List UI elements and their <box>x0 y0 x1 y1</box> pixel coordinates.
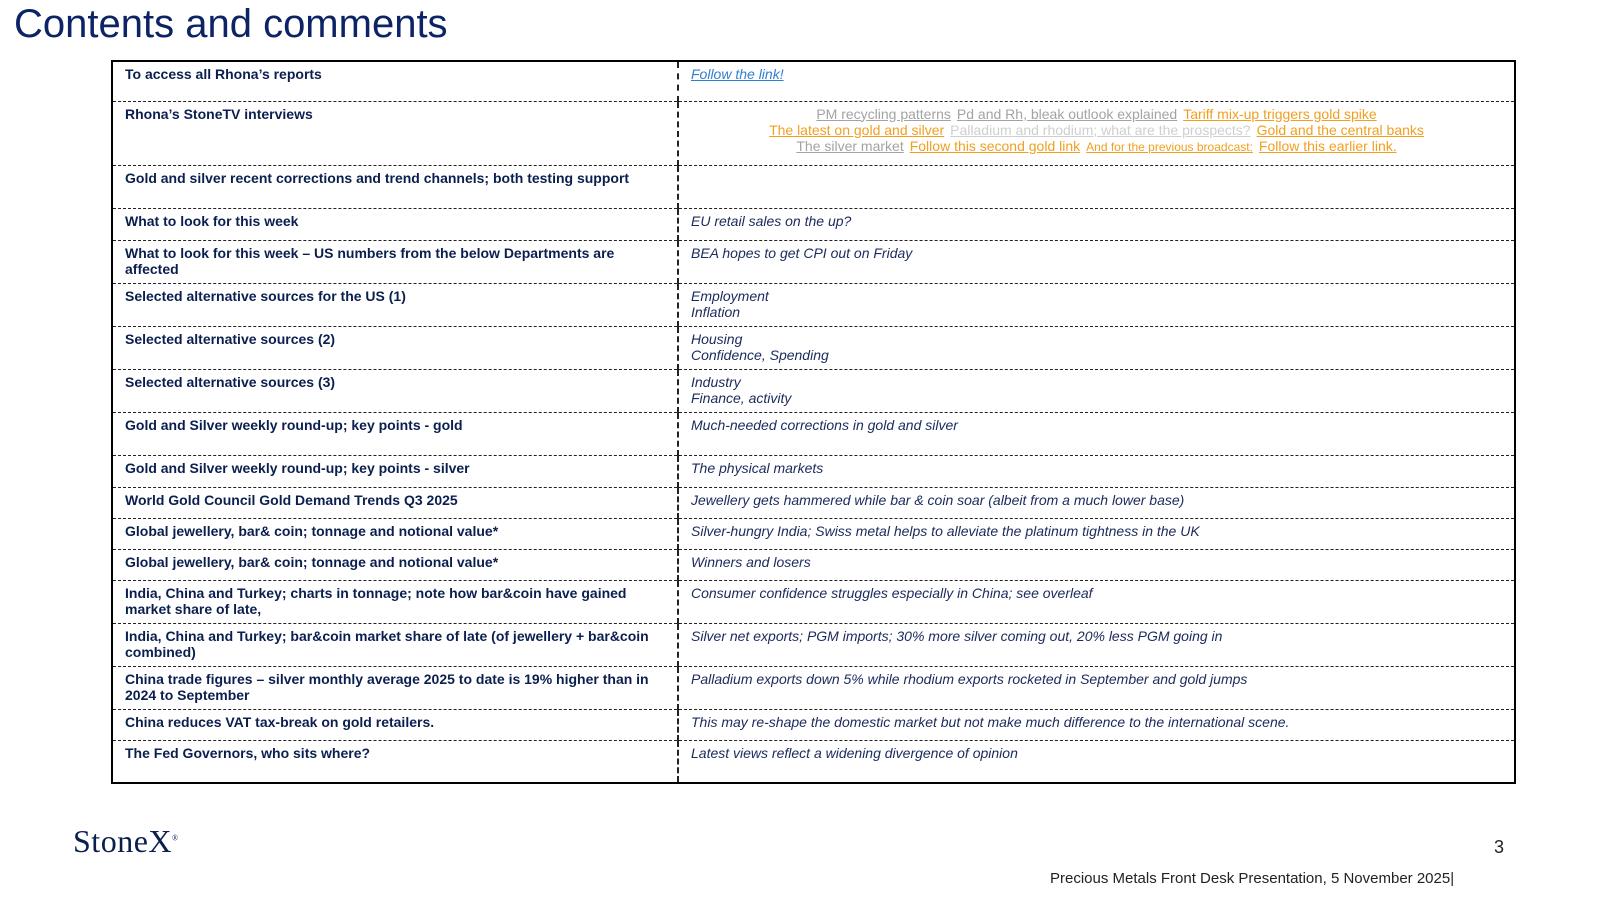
row-comment <box>678 709 1515 740</box>
comment-line: Latest views reflect a widening divergence of opinion <box>691 744 1018 761</box>
row-topic: Global jewellery, bar& coin; tonnage and notional value* <box>112 549 678 580</box>
interview-link[interactable]: Palladium and rhodium; what are the prospects? <box>950 121 1251 138</box>
row-topic: Gold and Silver weekly round-up; key points - silver <box>112 455 678 487</box>
table-row <box>112 487 1515 518</box>
comment-line: EU retail sales on the up? <box>691 212 852 229</box>
row-topic: Selected alternative sources (3) <box>112 369 678 412</box>
row-comment <box>678 487 1515 518</box>
comment-line: Housing <box>691 330 743 347</box>
table-row <box>112 240 1515 283</box>
interview-link[interactable]: Gold and the central banks <box>1256 121 1424 138</box>
comment-line: Silver net exports; PGM imports; 30% more silver coming out, 20% less PGM going in <box>691 627 1223 644</box>
interview-link-line <box>691 106 1502 122</box>
contents-table <box>111 60 1516 784</box>
table-row <box>112 369 1515 412</box>
interview-link[interactable]: Tariff mix-up triggers gold spike <box>1183 105 1377 122</box>
interview-link[interactable]: Pd and Rh, bleak outlook explained <box>956 105 1178 122</box>
row-comment <box>678 283 1515 326</box>
row-comment <box>678 208 1515 240</box>
row-comment <box>678 240 1515 283</box>
table-row <box>112 623 1515 666</box>
row-comment <box>678 455 1515 487</box>
row-comment <box>678 165 1515 208</box>
comment-line: Silver-hungry India; Swiss metal helps to alleviate the platinum tightness in the UK <box>691 522 1200 539</box>
comment-line: Much-needed corrections in gold and silver <box>691 416 958 433</box>
row-topic: China reduces VAT tax-break on gold retailers. <box>112 709 678 740</box>
row-comment <box>678 61 1515 101</box>
page-title: Contents and comments <box>14 2 448 46</box>
comment-line: Confidence, Spending <box>691 346 829 363</box>
comment-line: This may re-shape the domestic market but not make much difference to the international scene. <box>691 713 1290 730</box>
table-row <box>112 518 1515 549</box>
row-comment <box>678 623 1515 666</box>
table-row <box>112 61 1515 101</box>
row-comment <box>678 412 1515 455</box>
row-topic: Global jewellery, bar& coin; tonnage and notional value* <box>112 518 678 549</box>
row-topic: Selected alternative sources for the US (1) <box>112 283 678 326</box>
interview-link[interactable]: Follow this earlier link. <box>1258 137 1397 154</box>
comment-line: Finance, activity <box>691 389 792 406</box>
comment-line: Jewellery gets hammered while bar & coin soar (albeit from a much lower base) <box>691 491 1185 508</box>
interview-links <box>678 101 1515 165</box>
page-number: 3 <box>1494 837 1505 857</box>
row-topic: What to look for this week <box>112 208 678 240</box>
row-topic: India, China and Turkey; charts in tonnage; note how bar&coin have gained market share of late, <box>112 580 678 623</box>
row-topic: To access all Rhona’s reports <box>112 61 678 101</box>
row-topic: Rhona’s StoneTV interviews <box>112 101 678 165</box>
comment-line: Employment <box>691 287 769 304</box>
table-row <box>112 549 1515 580</box>
comment-line: Inflation <box>691 303 741 320</box>
row-comment <box>678 740 1515 783</box>
row-topic: Selected alternative sources (2) <box>112 326 678 369</box>
row-comment <box>678 549 1515 580</box>
comment-line: The physical markets <box>691 459 824 476</box>
row-topic: World Gold Council Gold Demand Trends Q3 2025 <box>112 487 678 518</box>
table-row <box>112 165 1515 208</box>
table-row <box>112 208 1515 240</box>
row-topic: India, China and Turkey; bar&coin market share of late (of jewellery + bar&coin combined) <box>112 623 678 666</box>
row-topic: What to look for this week – US numbers from the below Departments are affected <box>112 240 678 283</box>
comment-line: Winners and losers <box>691 553 811 570</box>
row-comment <box>678 326 1515 369</box>
table-row <box>112 326 1515 369</box>
row-topic: The Fed Governors, who sits where? <box>112 740 678 783</box>
comment-line: Industry <box>691 373 741 390</box>
registered-mark: ® <box>172 833 179 843</box>
comment-line: BEA hopes to get CPI out on Friday <box>691 244 913 261</box>
table-row <box>112 580 1515 623</box>
interview-link[interactable]: Follow this second gold link <box>909 137 1081 154</box>
interview-link[interactable]: The latest on gold and silver <box>769 121 945 138</box>
row-topic: China trade figures – silver monthly average 2025 to date is 19% higher than in 2024 to September <box>112 666 678 709</box>
row-comment <box>678 518 1515 549</box>
reports-link[interactable]: Follow the link! <box>691 66 784 82</box>
table-row <box>112 709 1515 740</box>
row-comment <box>678 666 1515 709</box>
comment-line: Consumer confidence struggles especially in China; see overleaf <box>691 584 1093 601</box>
table-row <box>112 283 1515 326</box>
interview-link[interactable]: And for the previous broadcast: <box>1086 139 1253 154</box>
table-row <box>112 455 1515 487</box>
interview-link[interactable]: The silver market <box>796 137 904 154</box>
row-comment <box>678 369 1515 412</box>
table-row <box>112 666 1515 709</box>
table-row <box>112 101 1515 165</box>
footer-text: Precious Metals Front Desk Presentation, 5 November 2025| <box>1050 870 1455 887</box>
interview-link-line <box>691 138 1502 155</box>
comment-line: Palladium exports down 5% while rhodium exports rocketed in September and gold jumps <box>691 670 1248 687</box>
stonex-logo <box>73 823 179 860</box>
row-topic: Gold and silver recent corrections and trend channels; both testing support <box>112 165 678 208</box>
table-row <box>112 740 1515 783</box>
interview-link-line <box>691 122 1502 138</box>
row-topic: Gold and Silver weekly round-up; key points - gold <box>112 412 678 455</box>
interview-link[interactable]: PM recycling patterns <box>816 105 951 122</box>
row-comment <box>678 580 1515 623</box>
logo-wordmark: StoneX <box>73 823 172 859</box>
table-row <box>112 412 1515 455</box>
